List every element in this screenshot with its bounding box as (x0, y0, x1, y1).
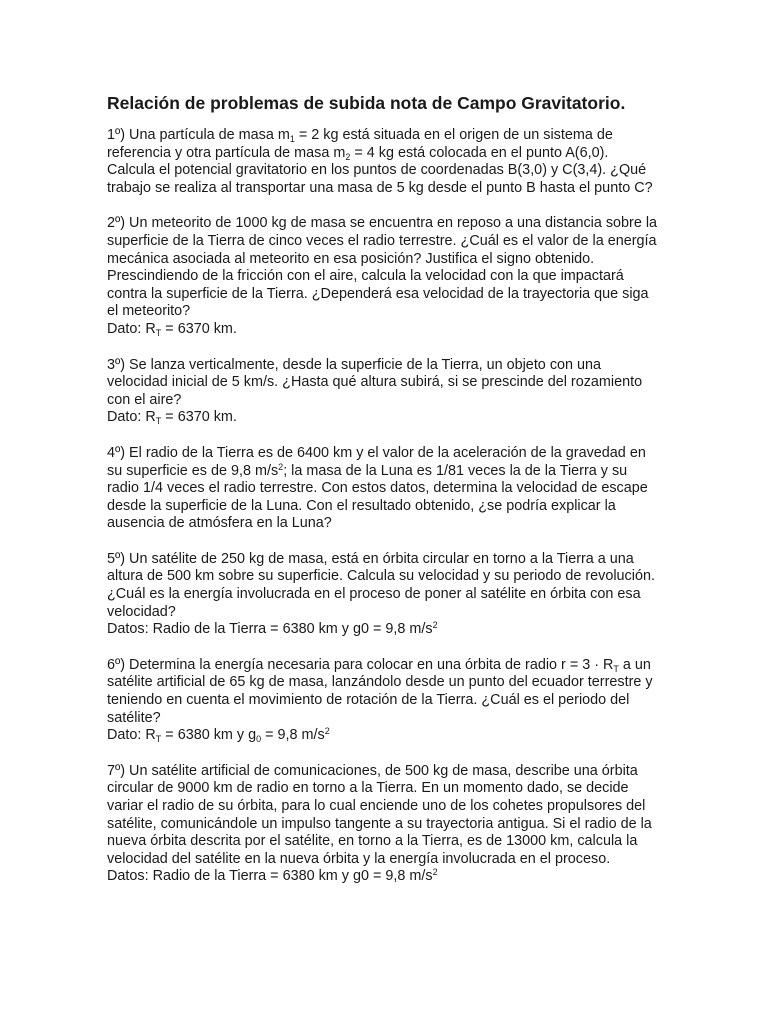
problem-line: ¿Cuál es la energía involucrada en el proceso de poner al satélite en órbita con esa (107, 586, 641, 603)
problem-line: nueva órbita descrita por el satélite, en torno a la Tierra, es de 13000 km, calcula la (107, 833, 638, 850)
problem-line: 5º) Un satélite de 250 kg de masa, está en órbita circular en torno a la Tierra a una (107, 550, 634, 567)
problem-line: mecánica asociada al meteorito en esa posición? Justifica el signo obtenido. (107, 250, 595, 267)
problem-line: ausencia de atmósfera en la Luna? (107, 515, 332, 532)
problem-list (107, 127, 708, 886)
problem-line: circular de 9000 km de radio en torno a la Tierra. En un momento dado, se decide (107, 780, 629, 797)
problem-line: Prescindiendo de la fricción con el aire, calcula la velocidad con la que impactará (107, 268, 624, 285)
problem-line: Dato: $R_T = 6370$ km. (107, 320, 237, 338)
problem-line: variar el radio de su órbita, para lo cual enciende uno de los cohetes propulsores del (107, 798, 646, 814)
problem-line: 1º) Una partícula de masa $m_1 = 2$ kg está situada en el origen de un sistema de (107, 127, 613, 144)
problem-line: satélite? (107, 709, 161, 726)
problem-line: teniendo en cuenta el movimiento de rotación de la Tierra. ¿Cuál es el periodo del (107, 692, 630, 709)
problem-line: velocidad? (107, 603, 176, 620)
problem-line: velocidad del satélite en la nueva órbita y la energía involucrada en el proceso. (107, 850, 611, 867)
problem-line: satélite, comunicándole un impulso tangente a su trayectoria antigua. Si el radio de la (107, 815, 652, 832)
problem-line: altura de 500 km sobre su superficie. Calcula su velocidad y su periodo de revolución. (107, 568, 655, 585)
problem-line: 6º) Determina la energía necesaria para colocar en una órbita de radio $r = 3 \cdot R_T$ a un (107, 656, 651, 674)
problem-line: trabajo se realiza al transportar una masa de 5 kg desde el punto B hasta el punto C? (107, 179, 653, 196)
problem-line: Calcula el potencial gravitatorio en los puntos de coordenadas B(3,0) y C(3,4). ¿Qué (107, 162, 647, 179)
problem-1 (107, 127, 708, 197)
problem-line: su superficie es de 9,8 $m/s^2$; la masa de la Luna es 1/81 veces la de la Tierra y su (107, 461, 628, 479)
problem-3 (107, 357, 708, 427)
problem-line: superficie de la Tierra de cinco veces el radio terrestre. ¿Cuál es el valor de la energía (107, 232, 657, 249)
problem-line: velocidad inicial de 5 km/s. ¿Hasta qué altura subirá, si se prescinde del rozamiento (107, 374, 643, 391)
problem-line: Datos: Radio de la Tierra = 6380 km y g0 = 9,8 $m/s^2$ (107, 867, 438, 885)
problem-line: desde la superficie de la Luna. Con el resultado obtenido, ¿se podría explicar la (107, 497, 616, 514)
problem-line: radio 1/4 veces el radio terrestre. Con estos datos, determina la velocidad de escape (107, 480, 648, 497)
page-title: Relación de problemas de subida nota de Campo Gravitatorio. (107, 93, 626, 113)
problem-line: 3º) Se lanza verticalmente, desde la superficie de la Tierra, un objeto con una (107, 356, 602, 373)
problem-5 (107, 551, 708, 639)
problem-6 (107, 657, 708, 745)
problem-line: referencia y otra partícula de masa $m_2 = 4$ kg está colocada en el punto A(6,0). (107, 144, 609, 162)
problem-2 (107, 215, 708, 338)
problem-line: satélite artificial de 65 kg de masa, lanzándolo desde un punto del ecuador terrestre y (107, 674, 653, 691)
problem-line: con el aire? (107, 391, 182, 408)
problem-line: 2º) Un meteorito de 1000 kg de masa se encuentra en reposo a una distancia sobre la (107, 215, 658, 232)
problem-line: Dato: $R_T = 6380$ km y $g_0 = 9,8$ $m/s^2$ (107, 726, 330, 745)
problem-7 (107, 763, 708, 886)
problem-line: Datos: Radio de la Tierra = 6380 km y g0 = 9,8 $m/s^2$ (107, 620, 438, 638)
problem-line: 7º) Un satélite artificial de comunicaciones, de 500 kg de masa, describe una órbita (107, 762, 638, 779)
problem-line: Dato: $R_T = 6370$ km. (107, 409, 237, 427)
problem-line: 4º) El radio de la Tierra es de 6400 km y el valor de la aceleración de la gravedad en (107, 444, 646, 461)
problem-line: contra la superficie de la Tierra. ¿Dependerá esa velocidad de la trayectoria que siga (107, 285, 649, 302)
problem-line: el meteorito? (107, 303, 191, 320)
problem-4 (107, 445, 708, 533)
